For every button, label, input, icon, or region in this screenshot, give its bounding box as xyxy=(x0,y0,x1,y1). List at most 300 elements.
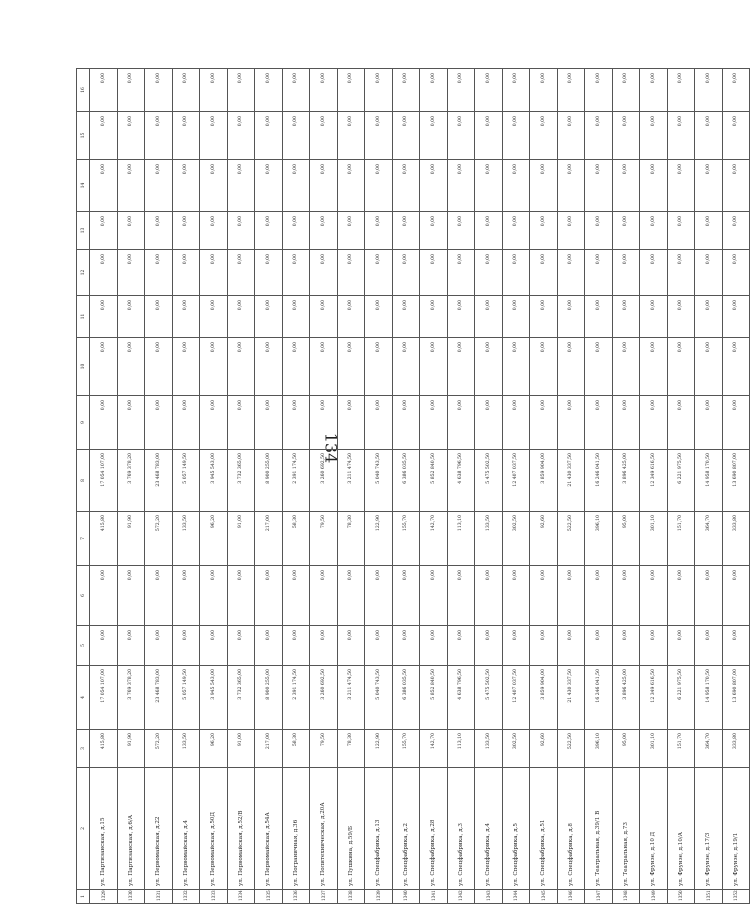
value-cell: 0,00 xyxy=(90,250,118,296)
value-cell: 0,00 xyxy=(227,250,255,296)
amount-cell: 23 468 783,00 xyxy=(145,450,173,512)
value-cell: 0,00 xyxy=(145,212,173,250)
value-cell: 0,00 xyxy=(447,250,475,296)
amount-cell: 5 040 743,50 xyxy=(365,450,393,512)
value-cell: 0,00 xyxy=(310,396,338,450)
row-number-cell: 1339 xyxy=(365,890,393,904)
column-number-header: 16 xyxy=(77,69,90,112)
value-cell: 0,00 xyxy=(557,212,585,250)
amount-cell: 21 430 337,50 xyxy=(557,666,585,730)
value-cell: 0,00 xyxy=(585,626,613,666)
value-cell: 0,00 xyxy=(667,338,695,396)
amount-cell: 14 958 170,50 xyxy=(695,450,723,512)
row-number-cell: 1341 xyxy=(420,890,448,904)
area-cell: 302,50 xyxy=(502,512,530,566)
row-number-cell: 1342 xyxy=(447,890,475,904)
address-cell: ул. Первомайская, д.4 xyxy=(172,768,200,890)
value-cell: 0,00 xyxy=(612,250,640,296)
value-cell: 0,00 xyxy=(310,112,338,160)
area-cell: 301,10 xyxy=(640,512,668,566)
value-cell: 0,00 xyxy=(722,396,750,450)
value-cell: 0,00 xyxy=(172,566,200,626)
amount-cell: 5 475 502,50 xyxy=(475,666,503,730)
amount-cell: 8 900 255,00 xyxy=(255,450,283,512)
value-cell: 0,00 xyxy=(227,566,255,626)
amount-cell: 23 468 783,00 xyxy=(145,666,173,730)
value-cell: 0,00 xyxy=(172,338,200,396)
value-cell: 0,00 xyxy=(420,212,448,250)
value-cell: 0,00 xyxy=(420,296,448,338)
amount-cell: 13 690 807,00 xyxy=(722,666,750,730)
value-cell: 0,00 xyxy=(475,296,503,338)
table-row xyxy=(117,69,145,904)
value-cell: 0,00 xyxy=(640,250,668,296)
row-number-cell: 1340 xyxy=(392,890,420,904)
area-cell: 333,80 xyxy=(722,512,750,566)
amount-cell: 8 900 255,00 xyxy=(255,666,283,730)
column-number-header: 4 xyxy=(77,666,90,730)
table-row xyxy=(255,69,283,904)
value-cell: 0,00 xyxy=(282,626,310,666)
value-cell: 0,00 xyxy=(612,296,640,338)
value-cell: 0,00 xyxy=(695,626,723,666)
value-cell: 0,00 xyxy=(420,69,448,112)
column-number-header: 13 xyxy=(77,212,90,250)
amount-cell: 12 407 037,50 xyxy=(502,666,530,730)
value-cell: 0,00 xyxy=(585,338,613,396)
value-cell: 0,00 xyxy=(255,396,283,450)
address-cell: ул. Первомайская, д.52/В xyxy=(227,768,255,890)
row-number-cell: 1349 xyxy=(640,890,668,904)
value-cell: 0,00 xyxy=(695,296,723,338)
value-cell: 0,00 xyxy=(557,69,585,112)
value-cell: 0,00 xyxy=(200,626,228,666)
area-cell: 133,50 xyxy=(475,730,503,768)
amount-cell: 2 391 174,50 xyxy=(282,666,310,730)
value-cell: 0,00 xyxy=(530,250,558,296)
table-row xyxy=(695,69,723,904)
row-number-cell: 1352 xyxy=(722,890,750,904)
table-row xyxy=(90,69,118,904)
value-cell: 0,00 xyxy=(667,566,695,626)
page-number: 134 xyxy=(321,432,341,464)
value-cell: 0,00 xyxy=(612,160,640,212)
value-cell: 0,00 xyxy=(420,626,448,666)
value-cell: 0,00 xyxy=(172,396,200,450)
value-cell: 0,00 xyxy=(502,212,530,250)
area-cell: 79,50 xyxy=(310,512,338,566)
value-cell: 0,00 xyxy=(392,296,420,338)
value-cell: 0,00 xyxy=(282,69,310,112)
address-cell: ул. Фрунзе, д.10 Д xyxy=(640,768,668,890)
amount-cell: 13 690 807,00 xyxy=(722,450,750,512)
address-cell: ул. Спецфабрика, д.28 xyxy=(420,768,448,890)
amount-cell: 14 958 170,50 xyxy=(695,666,723,730)
address-cell: ул. Пограничная, д.36 xyxy=(282,768,310,890)
table-row xyxy=(612,69,640,904)
value-cell: 0,00 xyxy=(392,250,420,296)
amount-cell: 2 391 174,50 xyxy=(282,450,310,512)
value-cell: 0,00 xyxy=(282,212,310,250)
value-cell: 0,00 xyxy=(557,296,585,338)
value-cell: 0,00 xyxy=(282,566,310,626)
value-cell: 0,00 xyxy=(530,212,558,250)
value-cell: 0,00 xyxy=(227,112,255,160)
value-cell: 0,00 xyxy=(90,296,118,338)
area-cell: 333,80 xyxy=(722,730,750,768)
value-cell: 0,00 xyxy=(612,626,640,666)
value-cell: 0,00 xyxy=(667,212,695,250)
table-row xyxy=(502,69,530,904)
value-cell: 0,00 xyxy=(365,296,393,338)
area-cell: 133,50 xyxy=(172,730,200,768)
value-cell: 0,00 xyxy=(667,69,695,112)
value-cell: 0,00 xyxy=(392,626,420,666)
area-cell: 79,50 xyxy=(310,730,338,768)
value-cell: 0,00 xyxy=(282,160,310,212)
value-cell: 0,00 xyxy=(200,112,228,160)
address-cell: ул. Пушкина, д.59/Б xyxy=(337,768,365,890)
column-number-header: 15 xyxy=(77,112,90,160)
table-row xyxy=(145,69,173,904)
value-cell: 0,00 xyxy=(392,396,420,450)
value-cell: 0,00 xyxy=(255,626,283,666)
amount-cell: 6 221 975,50 xyxy=(667,666,695,730)
row-number-cell: 1348 xyxy=(612,890,640,904)
area-cell: 58,30 xyxy=(282,512,310,566)
area-cell: 142,70 xyxy=(420,512,448,566)
area-cell: 396,10 xyxy=(585,730,613,768)
value-cell: 0,00 xyxy=(722,160,750,212)
column-number-header: 3 xyxy=(77,730,90,768)
area-cell: 364,70 xyxy=(695,730,723,768)
column-number-header: 10 xyxy=(77,338,90,396)
value-cell: 0,00 xyxy=(585,250,613,296)
value-cell: 0,00 xyxy=(365,160,393,212)
value-cell: 0,00 xyxy=(145,112,173,160)
value-cell: 0,00 xyxy=(310,69,338,112)
value-cell: 0,00 xyxy=(282,250,310,296)
value-cell: 0,00 xyxy=(695,396,723,450)
area-cell: 78,30 xyxy=(337,512,365,566)
value-cell: 0,00 xyxy=(172,296,200,338)
address-cell: ул. Фрунзе, д.19/1 xyxy=(722,768,750,890)
amount-cell: 6 386 035,50 xyxy=(392,450,420,512)
table-row xyxy=(722,69,750,904)
value-cell: 0,00 xyxy=(502,338,530,396)
value-cell: 0,00 xyxy=(145,338,173,396)
value-cell: 0,00 xyxy=(447,160,475,212)
value-cell: 0,00 xyxy=(90,626,118,666)
area-cell: 92,60 xyxy=(530,512,558,566)
table-row xyxy=(530,69,558,904)
area-cell: 522,50 xyxy=(557,730,585,768)
area-cell: 96,20 xyxy=(200,730,228,768)
value-cell: 0,00 xyxy=(420,250,448,296)
value-cell: 0,00 xyxy=(695,160,723,212)
value-cell: 0,00 xyxy=(557,566,585,626)
area-cell: 78,30 xyxy=(337,730,365,768)
value-cell: 0,00 xyxy=(117,338,145,396)
value-cell: 0,00 xyxy=(722,338,750,396)
value-cell: 0,00 xyxy=(475,566,503,626)
value-cell: 0,00 xyxy=(282,338,310,396)
value-cell: 0,00 xyxy=(530,296,558,338)
value-cell: 0,00 xyxy=(502,112,530,160)
amount-cell: 3 945 543,00 xyxy=(200,666,228,730)
value-cell: 0,00 xyxy=(255,112,283,160)
value-cell: 0,00 xyxy=(227,396,255,450)
amount-cell: 17 054 107,00 xyxy=(90,666,118,730)
amount-cell: 3 732 365,00 xyxy=(227,450,255,512)
value-cell: 0,00 xyxy=(530,69,558,112)
value-cell: 0,00 xyxy=(585,396,613,450)
column-number-header: 8 xyxy=(77,450,90,512)
value-cell: 0,00 xyxy=(365,212,393,250)
value-cell: 0,00 xyxy=(200,160,228,212)
value-cell: 0,00 xyxy=(145,250,173,296)
value-cell: 0,00 xyxy=(310,296,338,338)
area-cell: 95,00 xyxy=(612,512,640,566)
area-cell: 58,30 xyxy=(282,730,310,768)
value-cell: 0,00 xyxy=(365,69,393,112)
value-cell: 0,00 xyxy=(530,626,558,666)
value-cell: 0,00 xyxy=(337,212,365,250)
area-cell: 113,10 xyxy=(447,512,475,566)
value-cell: 0,00 xyxy=(90,396,118,450)
area-cell: 133,50 xyxy=(475,512,503,566)
value-cell: 0,00 xyxy=(310,626,338,666)
value-cell: 0,00 xyxy=(722,626,750,666)
value-cell: 0,00 xyxy=(667,160,695,212)
area-cell: 133,50 xyxy=(172,512,200,566)
value-cell: 0,00 xyxy=(502,296,530,338)
value-cell: 0,00 xyxy=(475,160,503,212)
table-row xyxy=(557,69,585,904)
value-cell: 0,00 xyxy=(255,160,283,212)
value-cell: 0,00 xyxy=(557,396,585,450)
area-cell: 92,60 xyxy=(530,730,558,768)
area-cell: 151,70 xyxy=(667,512,695,566)
amount-cell: 3 896 425,00 xyxy=(612,450,640,512)
value-cell: 0,00 xyxy=(612,112,640,160)
value-cell: 0,00 xyxy=(310,338,338,396)
value-cell: 0,00 xyxy=(722,112,750,160)
value-cell: 0,00 xyxy=(612,396,640,450)
value-cell: 0,00 xyxy=(475,396,503,450)
value-cell: 0,00 xyxy=(255,296,283,338)
row-number-cell: 1336 xyxy=(282,890,310,904)
column-number-header: 5 xyxy=(77,626,90,666)
row-number-cell: 1335 xyxy=(255,890,283,904)
address-cell: ул. Театральная, д.39/1 В xyxy=(585,768,613,890)
column-number-header: 9 xyxy=(77,396,90,450)
value-cell: 0,00 xyxy=(640,626,668,666)
row-number-cell: 1332 xyxy=(172,890,200,904)
value-cell: 0,00 xyxy=(530,566,558,626)
value-cell: 0,00 xyxy=(90,69,118,112)
address-cell: ул. Партизанская, д.6/А xyxy=(117,768,145,890)
address-cell: ул. Фрунзе, д.10/А xyxy=(667,768,695,890)
value-cell: 0,00 xyxy=(145,396,173,450)
amount-cell: 4 638 796,50 xyxy=(447,666,475,730)
address-cell: ул. Первомайская, д.22 xyxy=(145,768,173,890)
value-cell: 0,00 xyxy=(145,566,173,626)
value-cell: 0,00 xyxy=(255,338,283,396)
amount-cell: 6 386 035,50 xyxy=(392,666,420,730)
value-cell: 0,00 xyxy=(585,212,613,250)
row-number-cell: 1347 xyxy=(585,890,613,904)
value-cell: 0,00 xyxy=(365,396,393,450)
amount-cell: 12 407 037,50 xyxy=(502,450,530,512)
value-cell: 0,00 xyxy=(365,566,393,626)
row-number-cell: 1337 xyxy=(310,890,338,904)
value-cell: 0,00 xyxy=(200,212,228,250)
value-cell: 0,00 xyxy=(585,69,613,112)
value-cell: 0,00 xyxy=(282,112,310,160)
amount-cell: 3 260 692,50 xyxy=(310,666,338,730)
value-cell: 0,00 xyxy=(310,566,338,626)
value-cell: 0,00 xyxy=(612,338,640,396)
value-cell: 0,00 xyxy=(502,250,530,296)
address-cell: ул. Политехническая, д.20А xyxy=(310,768,338,890)
value-cell: 0,00 xyxy=(255,250,283,296)
value-cell: 0,00 xyxy=(447,338,475,396)
address-cell: ул. Фрунзе, д.17/3 xyxy=(695,768,723,890)
value-cell: 0,00 xyxy=(640,212,668,250)
table-row xyxy=(667,69,695,904)
value-cell: 0,00 xyxy=(145,296,173,338)
value-cell: 0,00 xyxy=(695,566,723,626)
value-cell: 0,00 xyxy=(695,212,723,250)
value-cell: 0,00 xyxy=(722,212,750,250)
value-cell: 0,00 xyxy=(530,160,558,212)
value-cell: 0,00 xyxy=(365,112,393,160)
address-cell: ул. Первомайская, д.50Д xyxy=(200,768,228,890)
value-cell: 0,00 xyxy=(282,296,310,338)
value-cell: 0,00 xyxy=(475,212,503,250)
value-cell: 0,00 xyxy=(90,212,118,250)
value-cell: 0,00 xyxy=(392,566,420,626)
row-number-cell: 1351 xyxy=(695,890,723,904)
value-cell: 0,00 xyxy=(722,250,750,296)
amount-cell: 3 260 692,50 xyxy=(310,450,338,512)
value-cell: 0,00 xyxy=(172,212,200,250)
value-cell: 0,00 xyxy=(502,396,530,450)
amount-cell: 16 246 041,50 xyxy=(585,450,613,512)
value-cell: 0,00 xyxy=(475,250,503,296)
value-cell: 0,00 xyxy=(255,566,283,626)
value-cell: 0,00 xyxy=(392,212,420,250)
value-cell: 0,00 xyxy=(255,69,283,112)
value-cell: 0,00 xyxy=(475,626,503,666)
value-cell: 0,00 xyxy=(695,250,723,296)
row-number-cell: 1344 xyxy=(502,890,530,904)
value-cell: 0,00 xyxy=(255,212,283,250)
area-cell: 95,00 xyxy=(612,730,640,768)
value-cell: 0,00 xyxy=(557,112,585,160)
row-number-cell: 1343 xyxy=(475,890,503,904)
value-cell: 0,00 xyxy=(447,396,475,450)
value-cell: 0,00 xyxy=(90,160,118,212)
amount-cell: 5 057 149,50 xyxy=(172,450,200,512)
amount-cell: 5 852 840,50 xyxy=(420,450,448,512)
value-cell: 0,00 xyxy=(172,160,200,212)
value-cell: 0,00 xyxy=(530,396,558,450)
value-cell: 0,00 xyxy=(310,212,338,250)
address-cell: ул. Партизанская, д.15 xyxy=(90,768,118,890)
column-number-header: 6 xyxy=(77,566,90,626)
row-number-cell: 1346 xyxy=(557,890,585,904)
area-cell: 151,70 xyxy=(667,730,695,768)
address-cell: ул. Спецфабрика, д.3 xyxy=(447,768,475,890)
value-cell: 0,00 xyxy=(695,112,723,160)
value-cell: 0,00 xyxy=(640,112,668,160)
column-number-header: 12 xyxy=(77,250,90,296)
row-number-cell: 1350 xyxy=(667,890,695,904)
value-cell: 0,00 xyxy=(200,296,228,338)
table-row xyxy=(282,69,310,904)
column-number-header: 11 xyxy=(77,296,90,338)
value-cell: 0,00 xyxy=(337,566,365,626)
area-cell: 396,10 xyxy=(585,512,613,566)
value-cell: 0,00 xyxy=(420,160,448,212)
value-cell: 0,00 xyxy=(145,69,173,112)
value-cell: 0,00 xyxy=(117,69,145,112)
value-cell: 0,00 xyxy=(90,112,118,160)
value-cell: 0,00 xyxy=(640,566,668,626)
value-cell: 0,00 xyxy=(337,112,365,160)
value-cell: 0,00 xyxy=(612,566,640,626)
table-row xyxy=(310,69,338,904)
value-cell: 0,00 xyxy=(502,160,530,212)
area-cell: 572,20 xyxy=(145,730,173,768)
value-cell: 0,00 xyxy=(337,69,365,112)
table-body xyxy=(77,69,750,904)
value-cell: 0,00 xyxy=(172,69,200,112)
value-cell: 0,00 xyxy=(475,338,503,396)
value-cell: 0,00 xyxy=(585,112,613,160)
table-row xyxy=(227,69,255,904)
value-cell: 0,00 xyxy=(337,338,365,396)
value-cell: 0,00 xyxy=(337,160,365,212)
amount-cell: 3 732 365,00 xyxy=(227,666,255,730)
address-cell: ул. Спецфабрика, д.4 xyxy=(475,768,503,890)
value-cell: 0,00 xyxy=(640,69,668,112)
amount-cell: 12 349 616,50 xyxy=(640,450,668,512)
value-cell: 0,00 xyxy=(640,160,668,212)
value-cell: 0,00 xyxy=(117,112,145,160)
area-cell: 113,10 xyxy=(447,730,475,768)
column-number-header: 2 xyxy=(77,768,90,890)
area-cell: 122,90 xyxy=(365,730,393,768)
amount-cell: 5 852 840,50 xyxy=(420,666,448,730)
value-cell: 0,00 xyxy=(117,212,145,250)
address-cell: ул. Первомайская, д.54А xyxy=(255,768,283,890)
amount-cell: 21 430 337,50 xyxy=(557,450,585,512)
value-cell: 0,00 xyxy=(172,250,200,296)
amount-cell: 6 221 975,50 xyxy=(667,450,695,512)
amount-cell: 3 769 378,20 xyxy=(117,666,145,730)
table-row xyxy=(392,69,420,904)
value-cell: 0,00 xyxy=(117,296,145,338)
value-cell: 0,00 xyxy=(90,338,118,396)
value-cell: 0,00 xyxy=(612,212,640,250)
table-row xyxy=(585,69,613,904)
value-cell: 0,00 xyxy=(392,69,420,112)
value-cell: 0,00 xyxy=(145,626,173,666)
value-cell: 0,00 xyxy=(585,296,613,338)
